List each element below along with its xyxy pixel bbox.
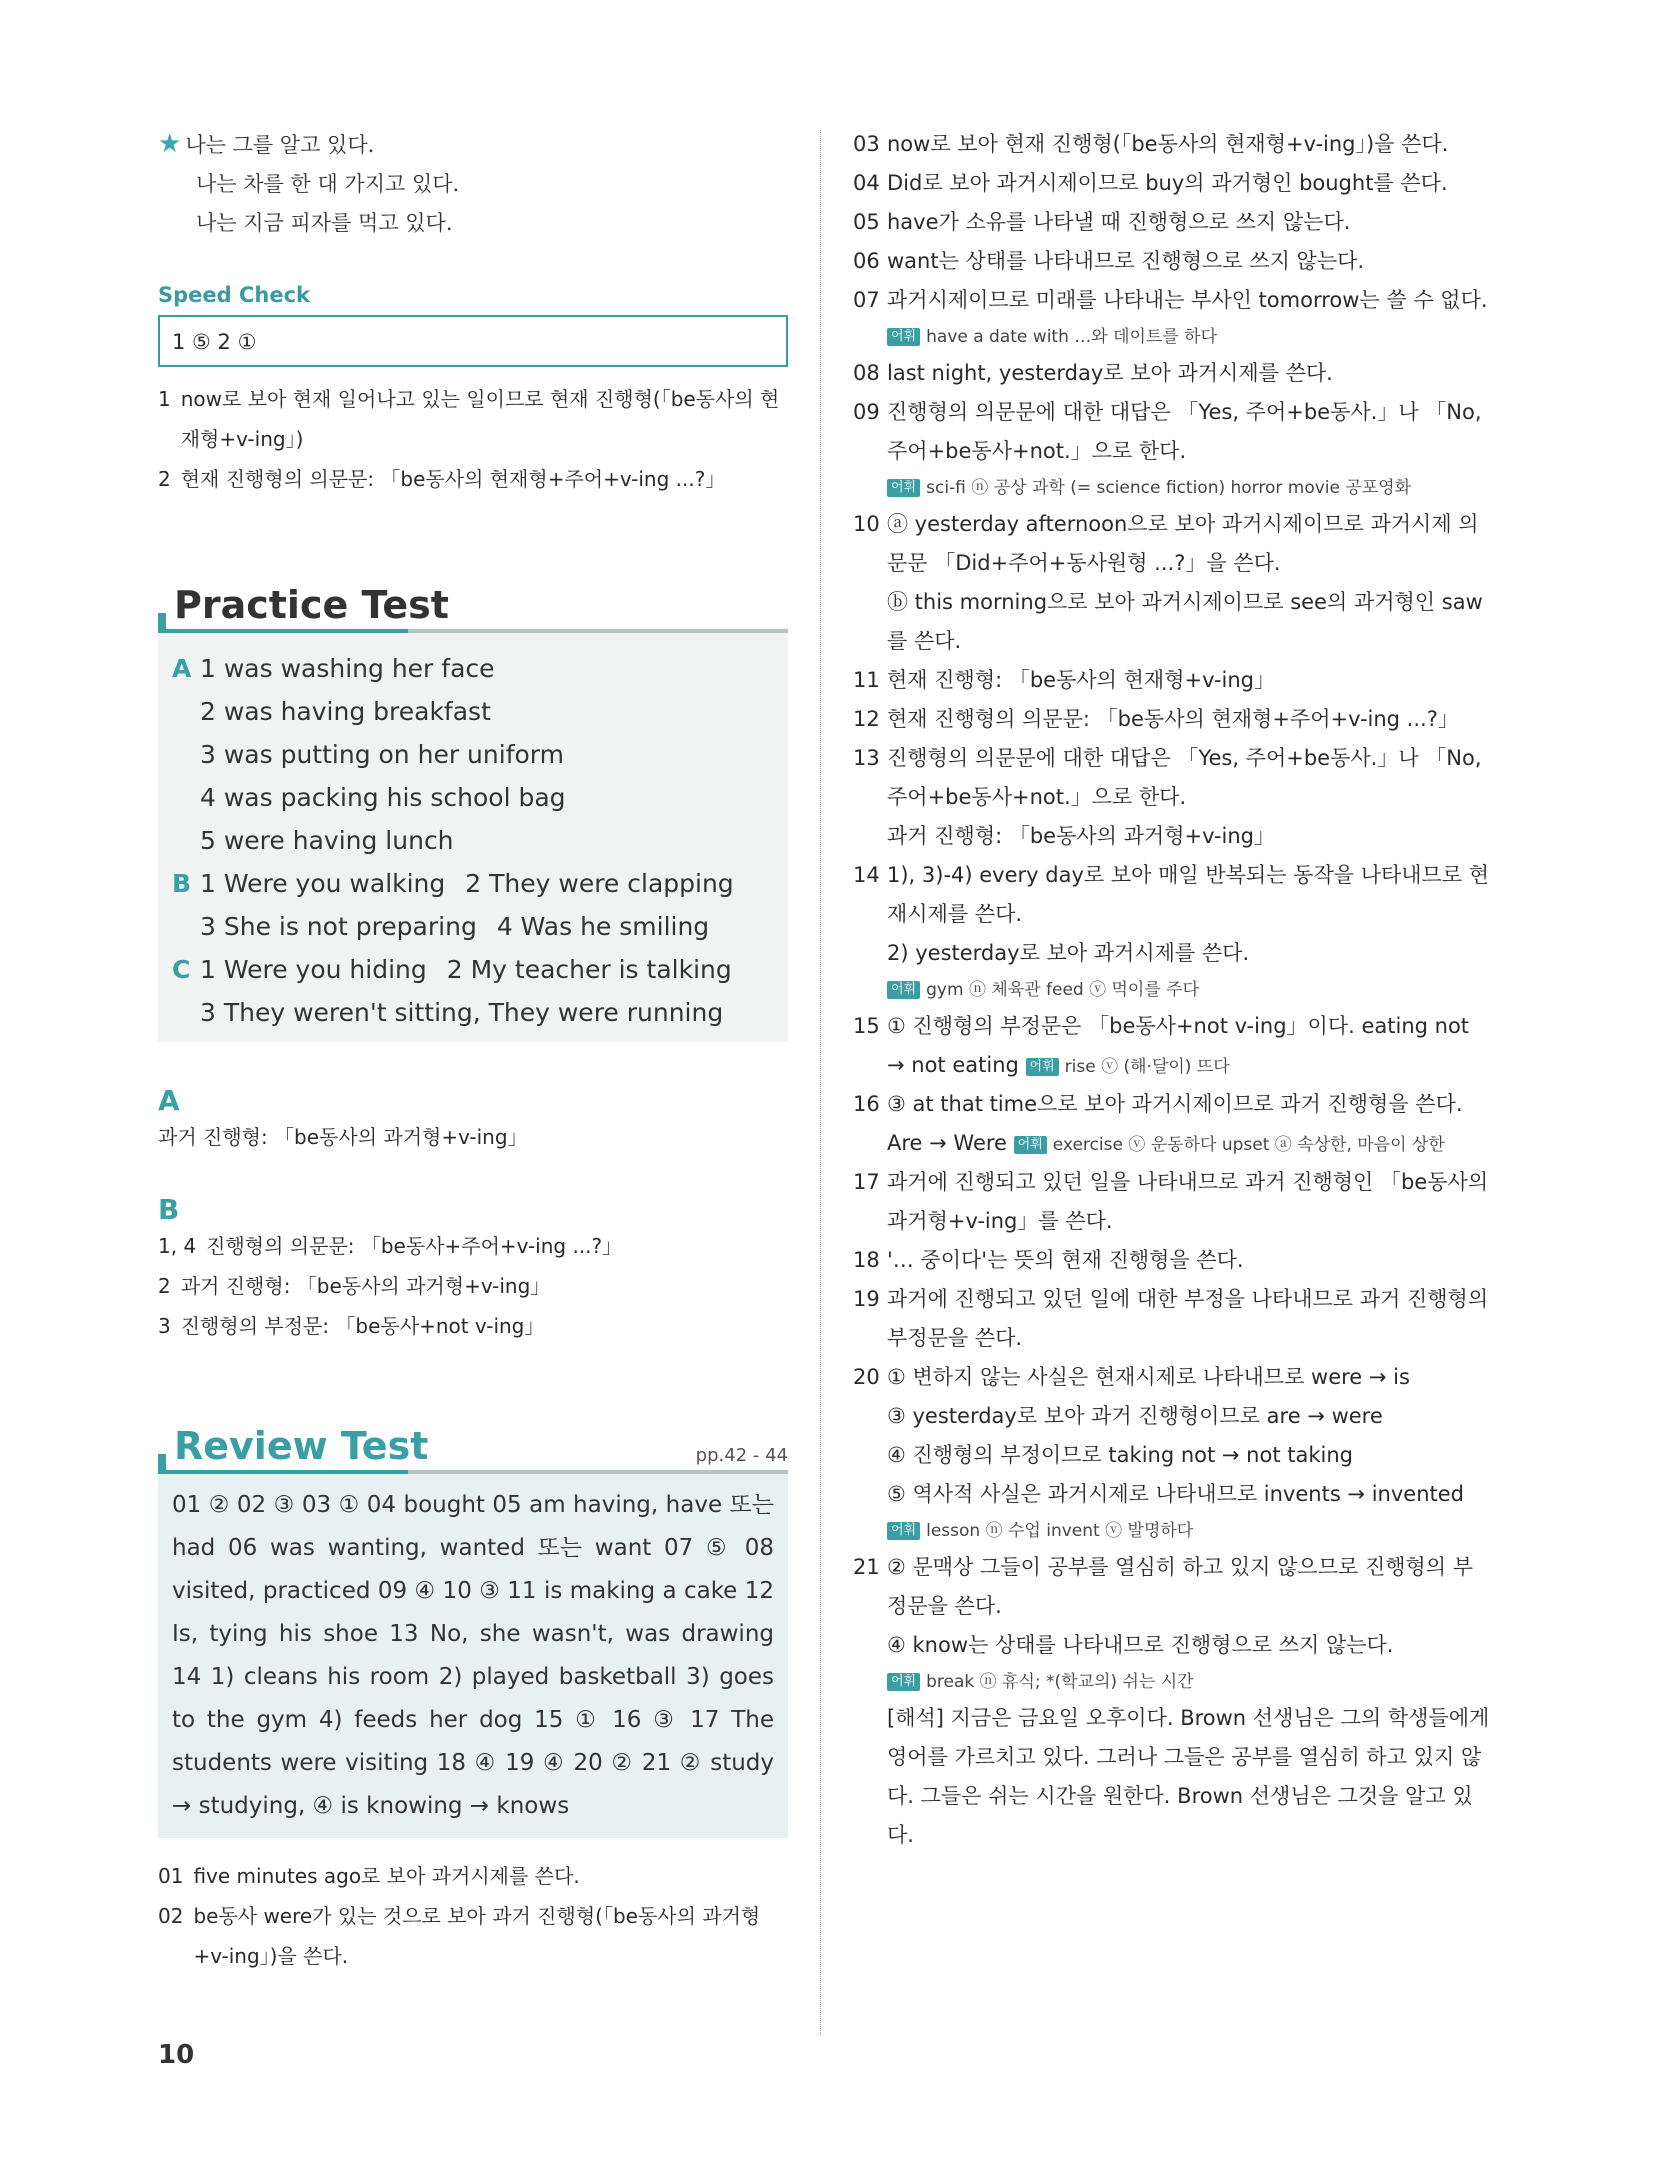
- answer-row: A 1 was washing her face: [172, 654, 495, 683]
- explanation-row: 20 ① 변하지 않는 사실은 현재시제로 나타내므로 were → is: [853, 1365, 1410, 1389]
- explanation-row: 18 '… 중이다'는 뜻의 현재 진행형을 쓴다.: [853, 1248, 1244, 1272]
- review-test-header: [158, 1424, 788, 1474]
- explanation-row: 1 now로 보아 현재 일어나고 있는 일이므로 현재 진행형(「be동사의 현재형+v-ing」): [158, 387, 780, 451]
- page-number: 10: [158, 2040, 195, 2070]
- answer-row: 2 was having breakfast: [200, 697, 491, 726]
- explanation-row: 10 ⓐ yesterday afternoon으로 보아 과거시제이므로 과거시제 의문문 「Did+주어+동사원형 ...?」을 쓴다.: [853, 512, 1479, 575]
- explain-b-letter: B: [158, 1193, 180, 1226]
- explanation-row: 04 Did로 보아 과거시제이므로 buy의 과거형인 bought를 쓴다.: [853, 171, 1448, 195]
- explanation-row: ④ 진행형의 부정이므로 taking not → not taking: [887, 1443, 1353, 1467]
- practice-test-header: [158, 583, 788, 633]
- explain-a-text: 과거 진행형: 「be동사의 과거형+v-ing」: [158, 1125, 528, 1149]
- right-column: [853, 125, 1493, 1855]
- explanation-row: ⓑ this morning으로 보아 과거시제이므로 see의 과거형인 saw를 쓴다.: [887, 590, 1483, 653]
- vocab-tag: 어휘: [887, 328, 920, 346]
- explanation-row: 12 현재 진행형의 의문문: 「be동사의 현재형+주어+v-ing ...?」: [853, 707, 1459, 731]
- answer-row: B 1 Were you walking 2 They were clapping: [172, 869, 734, 898]
- explanation-row: 09 진행형의 의문문에 대한 대답은 「Yes, 주어+be동사.」나 「No, 주어+be동사+not.」으로 한다.: [853, 400, 1482, 463]
- explanation-row: 3 진행형의 부정문: 「be동사+not v-ing」: [158, 1314, 545, 1338]
- handwritten-line: ★ 나는 그를 알고 있다.: [158, 129, 375, 159]
- vocab-tag: 어휘: [887, 479, 920, 497]
- answer-row: C 1 Were you hiding 2 My teacher is talking: [172, 955, 732, 984]
- explanation-row: 2) yesterday로 보아 과거시제를 쓴다.: [887, 941, 1250, 965]
- handwritten-examples: [158, 125, 788, 243]
- explanation-row: 05 have가 소유를 나타낼 때 진행형으로 쓰지 않는다.: [853, 210, 1351, 234]
- explanation-row: 2 과거 진행형: 「be동사의 과거형+v-ing」: [158, 1274, 551, 1298]
- star-icon: ★: [158, 129, 182, 159]
- handwritten-line: 나는 지금 피자를 먹고 있다.: [196, 211, 453, 235]
- speed-check-title: Speed Check: [158, 283, 311, 307]
- explanation-row: 21 ② 문맥상 그들이 공부를 열심히 하고 있지 않으므로 진행형의 부정문을 쓴다.: [853, 1555, 1474, 1618]
- vocab-row: 어휘 gym ⓝ 체육관 feed ⓥ 먹이를 주다: [853, 973, 1493, 1007]
- explanation-row: 07 과거시제이므로 미래를 나타내는 부사인 tomorrow는 쓸 수 없다.: [853, 288, 1488, 312]
- left-column: [158, 125, 788, 1976]
- practice-test-answers: [158, 633, 788, 1042]
- vocab-row: 어휘 break ⓝ 휴식; *(학교의) 쉬는 시간: [853, 1665, 1493, 1699]
- speed-check-explanations: [158, 379, 788, 499]
- explanation-row: 03 now로 보아 현재 진행형(「be동사의 현재형+v-ing」)을 쓴다.: [853, 132, 1449, 156]
- vocab-row: 어휘 sci-fi ⓝ 공상 과학 (= science fiction) horror movie 공포영화: [853, 471, 1493, 505]
- explanation-row: 06 want는 상태를 나타내므로 진행형으로 쓰지 않는다.: [853, 249, 1365, 273]
- explanation-row: 01 five minutes ago로 보아 과거시제를 쓴다.: [158, 1864, 580, 1888]
- explanation-row: 16 ③ at that time으로 보아 과거시제이므로 과거 진행형을 쓴다. Are → Were 어휘 exercise ⓥ 운동하다 upset ⓐ 속상한, 마음이 상한: [853, 1092, 1463, 1155]
- explanation-row: 02 be동사 were가 있는 것으로 보아 과거 진행형(「be동사의 과거형+v-ing」)을 쓴다.: [158, 1904, 761, 1968]
- review-explanations-left: [158, 1856, 788, 1976]
- answer-row: 4 was packing his school bag: [200, 783, 566, 812]
- explanation-row: 19 과거에 진행되고 있던 일에 대한 부정을 나타내므로 과거 진행형의 부정문을 쓴다.: [853, 1287, 1489, 1350]
- explanation-row: 1, 4 진행형의 의문문: 「be동사+주어+v-ing ...?」: [158, 1234, 623, 1258]
- speed-check-answers: 1 ⑤ 2 ①: [158, 315, 788, 367]
- explanation-row: 과거 진행형: 「be동사의 과거형+v-ing」: [887, 824, 1276, 848]
- explanation-row: ③ yesterday로 보아 과거 진행형이므로 are → were: [887, 1404, 1383, 1428]
- handwritten-line: 나는 차를 한 대 가지고 있다.: [196, 172, 460, 196]
- vocab-tag: 어휘: [887, 1522, 920, 1540]
- explanation-row: 08 last night, yesterday로 보아 과거시제를 쓴다.: [853, 361, 1333, 385]
- translation-row: [해석] 지금은 금요일 오후이다. Brown 선생님은 그의 학생들에게 영어를 가르치고 있다. 그러나 그들은 공부를 열심히 하고 있지 않다. 그들은 쉬는 시간을 원한다. Brown 선생님은 그것을 알고 있다.: [887, 1706, 1490, 1847]
- answer-row: 3 They weren't sitting, They were running: [200, 998, 724, 1027]
- answer-row: 3 She is not preparing 4 Was he smiling: [200, 912, 710, 941]
- explanation-row: ④ know는 상태를 나타내므로 진행형으로 쓰지 않는다.: [887, 1633, 1394, 1657]
- vocab-row: 어휘 have a date with …와 데이트를 하다: [853, 320, 1493, 354]
- answer-row: 3 was putting on her uniform: [200, 740, 564, 769]
- review-test-title: Review Test: [174, 1424, 429, 1468]
- explanation-row: 15 ① 진행형의 부정문은 「be동사+not v-ing」이다. eating not → not eating 어휘 rise ⓥ (해·달이) 뜨다: [853, 1014, 1470, 1077]
- explanation-row: 17 과거에 진행되고 있던 일을 나타내므로 과거 진행형인 「be동사의 과거형+v-ing」를 쓴다.: [853, 1170, 1489, 1233]
- page-range: pp.42 - 44: [695, 1445, 788, 1466]
- vocab-tag: 어휘: [1026, 1058, 1059, 1076]
- vocab-tag: 어휘: [887, 981, 920, 999]
- vocab-row: 어휘 lesson ⓝ 수업 invent ⓥ 발명하다: [853, 1514, 1493, 1548]
- explain-b-list: [158, 1226, 788, 1346]
- explanation-row: 11 현재 진행형: 「be동사의 현재형+v-ing」: [853, 668, 1276, 692]
- column-divider: [820, 130, 821, 2035]
- vocab-tag: 어휘: [1014, 1136, 1047, 1154]
- answer-row: 5 were having lunch: [200, 826, 454, 855]
- explanation-row: 13 진행형의 의문문에 대한 대답은 「Yes, 주어+be동사.」나 「No, 주어+be동사+not.」으로 한다.: [853, 746, 1482, 809]
- practice-test-title: Practice Test: [174, 583, 449, 627]
- review-test-answers: 01 ② 02 ③ 03 ① 04 bought 05 am having, have 또는 had 06 was wanting, wanted 또는 want 07 ⑤ 08 visited, practiced 09 ④ 10 ③ 11 is making a cake 12 Is, tying his shoe 13 No, she wasn't, was drawing 14 1) cleans his room 2) played basketball 3) goes to the gym 4) feeds her dog 15 ① 16 ③ 17 The students were visiting 18 ④ 19 ④ 20 ② 21 ② study → studying, ④ is knowing → knows: [158, 1474, 788, 1838]
- explanation-row: 14 1), 3)-4) every day로 보아 매일 반복되는 동작을 나타내므로 현재시제를 쓴다.: [853, 863, 1490, 926]
- explanation-row: 2 현재 진행형의 의문문: 「be동사의 현재형+주어+v-ing ...?」: [158, 467, 726, 491]
- explanation-row: ⑤ 역사적 사실은 과거시제로 나타내므로 invents → invented: [887, 1482, 1464, 1506]
- vocab-tag: 어휘: [887, 1673, 920, 1691]
- explain-a-letter: A: [158, 1084, 180, 1117]
